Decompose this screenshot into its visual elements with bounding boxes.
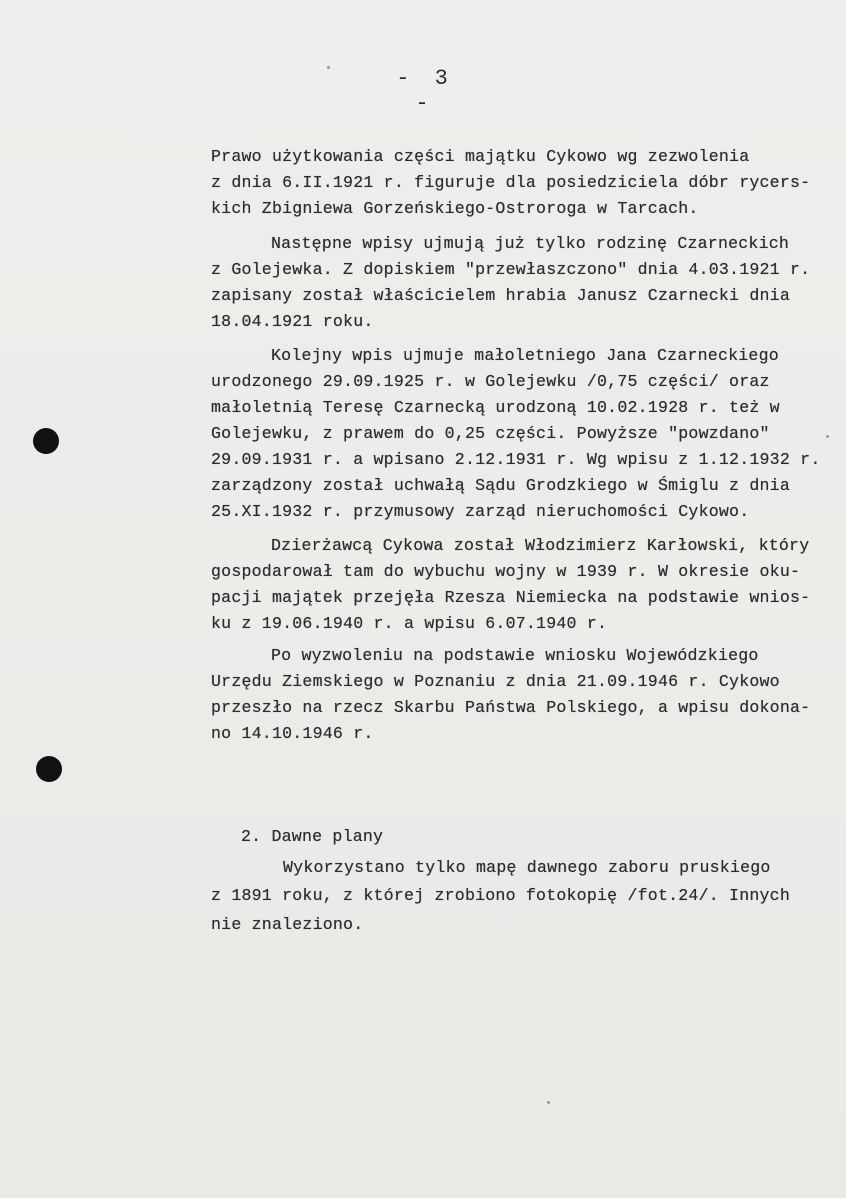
page-number: - 3 - [396,66,454,116]
paragraph-1-line-3: kich Zbigniewa Gorzeńskiego-Ostroroga w Tarcach. [211,199,699,218]
paragraph-3-line-3: małoletnią Teresę Czarnecką urodzoną 10.02.1928 r. też w [211,398,780,417]
paragraph-4-line-3: pacji majątek przejęła Rzesza Niemiecka na podstawie wnios- [211,588,811,607]
paragraph-4-line-1: Dzierżawcą Cykowa został Włodzimierz Karłowski, który [271,536,810,555]
paragraph-3-line-7: 25.XI.1932 r. przymusowy zarząd nieruchomości Cykowo. [211,502,750,521]
paragraph-5-line-4: no 14.10.1946 r. [211,724,374,743]
paragraph-4-line-4: ku z 19.06.1940 r. a wpisu 6.07.1940 r. [211,614,608,633]
paper-speck [826,435,829,438]
paragraph-2-line-3: zapisany został właścicielem hrabia Janusz Czarnecki dnia [211,286,790,305]
paragraph-3-line-1: Kolejny wpis ujmuje małoletniego Jana Czarneckiego [271,346,779,365]
paragraph-1-line-1: Prawo użytkowania części majątku Cykowo wg zezwolenia [211,147,750,166]
paragraph-5-line-1: Po wyzwoleniu na podstawie wniosku Wojewódzkiego [271,646,759,665]
paragraph-3-line-2: urodzonego 29.09.1925 r. w Golejewku /0,75 części/ oraz [211,372,770,391]
punch-hole-top [33,428,59,454]
section-line-1: Wykorzystano tylko mapę dawnego zaboru pruskiego [283,858,771,877]
paragraph-5-line-3: przeszło na rzecz Skarbu Państwa Polskiego, a wpisu dokona- [211,698,811,717]
paragraph-4-line-2: gospodarował tam do wybuchu wojny w 1939 r. W okresie oku- [211,562,801,581]
paragraph-2-line-4: 18.04.1921 roku. [211,312,374,331]
paragraph-1-line-2: z dnia 6.II.1921 r. figuruje dla posiedziciela dóbr rycers- [211,173,811,192]
paragraph-3-line-5: 29.09.1931 r. a wpisano 2.12.1931 r. Wg wpisu z 1.12.1932 r. [211,450,821,469]
paragraph-5-line-2: Urzędu Ziemskiego w Poznaniu z dnia 21.09.1946 r. Cykowo [211,672,780,691]
paper-speck [547,1101,550,1104]
section-heading: 2. Dawne plany [241,827,384,846]
section-line-2: z 1891 roku, z której zrobiono fotokopię /fot.24/. Innych [211,886,790,905]
section-line-3: nie znaleziono. [211,915,364,934]
paragraph-2-line-1: Następne wpisy ujmują już tylko rodzinę Czarneckich [271,234,790,253]
paper-speck [327,66,330,69]
punch-hole-bottom [36,756,62,782]
paragraph-3-line-6: zarządzony został uchwałą Sądu Grodzkiego w Śmiglu z dnia [211,476,790,495]
paragraph-2-line-2: z Golejewka. Z dopiskiem "przewłaszczono" dnia 4.03.1921 r. [211,260,811,279]
paragraph-3-line-4: Golejewku, z prawem do 0,25 części. Powyższe "powzdano" [211,424,770,443]
